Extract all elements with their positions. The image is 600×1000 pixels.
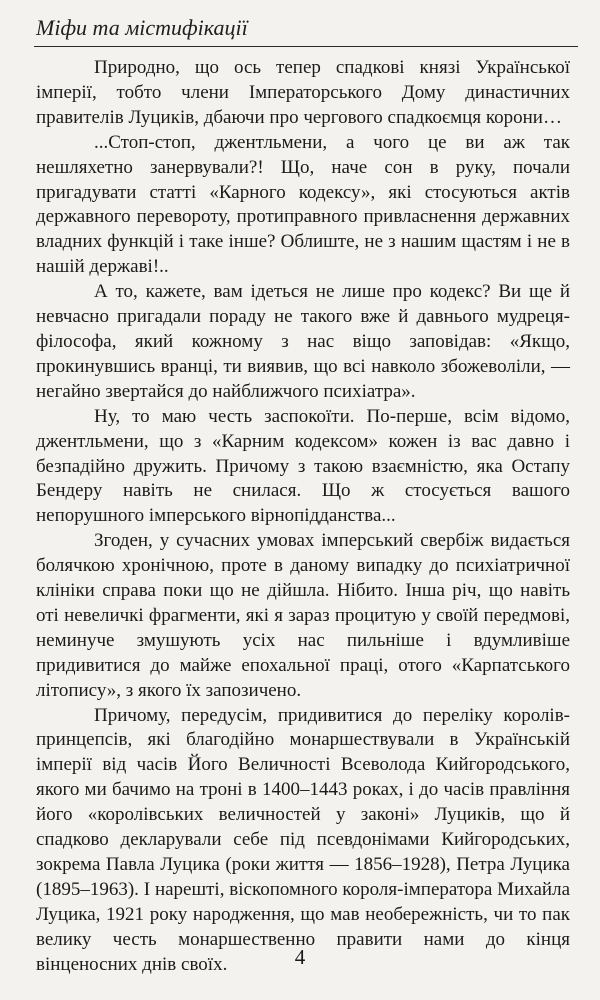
paragraph-1: Природно, що ось тепер спадкові князі Української імперії, тобто члени Імператорського Дому династичних правителів Луциків, дбаючи про чергового спадкоємця корони…	[36, 57, 570, 128]
paragraph-3: А то, кажете, вам ідеться не лише про кодекс? Ви ще й невчасно пригадали пораду не такого вже й давнього мудреця-філософа, який кожному з нас віщо заповідав: «Якщо, прокинувшись вранці, ти виявив, що всі навколо збожеволіли, — негайно звертайся до найближчого психіатра».	[36, 281, 570, 402]
paragraph-5: Згоден, у сучасних умовах імперський свербіж видається болячкою хронічною, проте в даному випадку до психіатричної клініки справа поки що не дійшла. Нібито. Інша річ, що навіть оті невеличкі фрагменти, які я зараз процитую у своїй передмові, неминуче змушують усіх нас пильніше і вдумливіше придивитися до майже епохальної праці, отого «Карпатського літопису», з якого їх запозичено.	[36, 530, 570, 701]
header-rule	[34, 46, 578, 47]
paragraph-6: Причому, передусім, придивитися до переліку королів-принцепсів, які благодійно монаршествували в Українській імперії від часів Його Величності Всеволода Кийгородського, якого ми бачимо на троні в 1400–1443 роках, і до часів правління його «королівських величностей у законі» Луциків, що й спадково декларували себе під псевдонімами Кийгородських, зокрема Павла Луцика (роки життя — 1856–1928), Петра Луцика (1895–1963). І нарешті, віскопомного короля-імператора Михайла Луцика, 1921 року народження, що мав необережність, чи то пак велику честь монаршественно правити нами до кінця вінценосних днів своїх.	[36, 704, 570, 975]
page-number: 4	[294, 945, 306, 969]
paragraph-4: Ну, то маю честь заспокоїти. По-перше, всім відомо, джентльмени, що з «Карним кодексом» кожен із вас давно і безпадійно дружить. Причому з такою взаємністю, яка Остапу Бендеру навіть не снилася. Що ж стосується вашого непорушного імперського вірнопідданства...	[36, 405, 570, 527]
paragraph-2: ...Стоп-стоп, джентльмени, а чого це ви аж так нешляхетно занервували?! Що, наче сон в руку, почали пригадувати статті «Карного кодексу», які стосуються актів державного перевороту, протиправного привласнення державних владних функцій і таке інше? Облиште, не з нашим щастям і не в нашій державі!..	[36, 131, 570, 278]
running-title: Міфи та містифікації	[36, 15, 248, 40]
body-text	[36, 56, 570, 978]
